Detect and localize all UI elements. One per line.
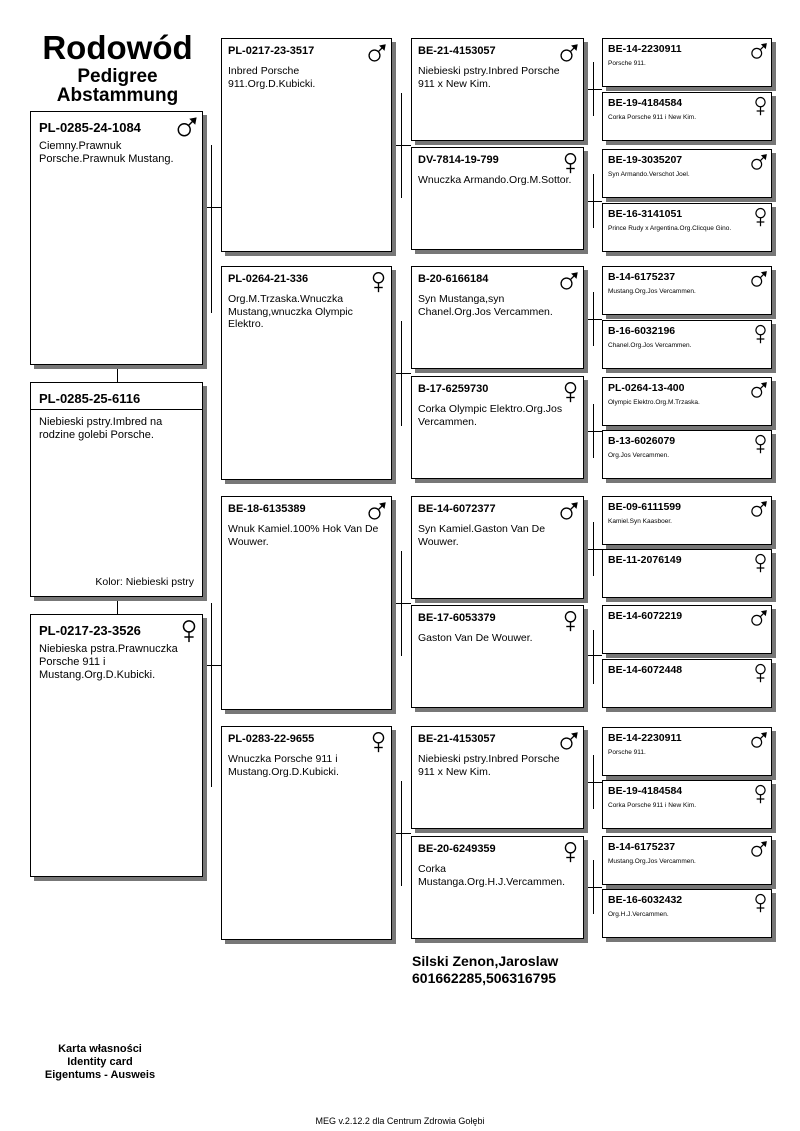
- ring-number: BE-14-6072448: [608, 664, 683, 676]
- male-symbol-icon: [559, 501, 579, 521]
- gg-grandparent-card[interactable]: [602, 203, 772, 252]
- ring-number: BE-17-6053379: [418, 612, 496, 624]
- pigeon-description: Wnuk Kamiel.100% Hok Van De Wouwer.: [228, 523, 379, 548]
- grandparent-card[interactable]: [221, 38, 392, 252]
- ring-number: PL-0217-23-3517: [228, 45, 315, 57]
- pedigree-subtitle-de: Abstammung: [56, 85, 179, 106]
- female-symbol-icon: [562, 152, 579, 174]
- identity-card-pl: Karta własności: [58, 1043, 142, 1055]
- pigeon-description: Chanel.Org.Jos Vercammen.: [608, 342, 692, 349]
- great-grandparent-card[interactable]: [411, 605, 584, 708]
- male-symbol-icon: [750, 42, 768, 60]
- grandparent-card[interactable]: [221, 726, 392, 940]
- grandparent-card[interactable]: [221, 266, 392, 480]
- female-symbol-icon: [753, 663, 768, 683]
- identity-card-en: Identity card: [67, 1056, 133, 1068]
- pigeon-description: Prince Rudy x Argentina.Org.Clicque Gino.: [608, 225, 732, 232]
- connector-line: [593, 630, 594, 684]
- female-symbol-icon: [753, 96, 768, 116]
- male-symbol-icon: [176, 116, 198, 138]
- pigeon-description: Corka Porsche 911 i New Kim.: [608, 114, 697, 121]
- ring-number: BE-19-4184584: [608, 97, 683, 109]
- owner-name: Silski Zenon,Jaroslaw: [412, 953, 559, 969]
- connector-line: [593, 62, 594, 116]
- pigeon-description: Kamiel.Syn Kaasboer.: [608, 518, 672, 525]
- pigeon-description: Org.H.J.Vercammen.: [608, 911, 669, 918]
- ring-number: B-14-6175237: [608, 841, 676, 853]
- father-card[interactable]: [30, 111, 203, 365]
- female-symbol-icon: [562, 841, 579, 863]
- ring-number: PL-0264-21-336: [228, 273, 309, 285]
- pigeon-card[interactable]: [30, 382, 203, 597]
- pigeon-description: Corka Mustanga.Org.H.J.Vercammen.: [418, 863, 566, 888]
- male-symbol-icon: [559, 43, 579, 63]
- gg-grandparent-card[interactable]: [602, 92, 772, 141]
- female-symbol-icon: [562, 610, 579, 632]
- female-symbol-icon: [753, 434, 768, 454]
- connector-line: [401, 321, 402, 426]
- ring-number: BE-19-4184584: [608, 785, 683, 797]
- gg-grandparent-card[interactable]: [602, 836, 772, 885]
- male-symbol-icon: [750, 840, 768, 858]
- ring-number: BE-11-2076149: [608, 554, 682, 566]
- gg-grandparent-card[interactable]: [602, 266, 772, 315]
- great-grandparent-card[interactable]: [411, 38, 584, 141]
- pigeon-description: Gaston Van De Wouwer.: [418, 632, 533, 644]
- ring-number: B-20-6166184: [418, 273, 489, 285]
- male-symbol-icon: [750, 381, 768, 399]
- great-grandparent-card[interactable]: [411, 496, 584, 599]
- ring-number: BE-21-4153057: [418, 45, 496, 57]
- ring-number: BE-09-6111599: [608, 501, 681, 513]
- male-symbol-icon: [559, 731, 579, 751]
- pigeon-description: Syn Armando.Verschot Joel.: [608, 171, 690, 178]
- great-grandparent-card[interactable]: [411, 147, 584, 250]
- connector-line: [211, 603, 212, 787]
- pigeon-description: Olympic Elektro.Org.M.Trzaska.: [608, 399, 700, 406]
- ring-number: BE-21-4153057: [418, 733, 496, 745]
- great-grandparent-card[interactable]: [411, 836, 584, 939]
- pigeon-description: Corka Porsche 911 i New Kim.: [608, 802, 697, 809]
- female-symbol-icon: [753, 784, 768, 804]
- ring-number: BE-16-3141051: [608, 208, 683, 220]
- gg-grandparent-card[interactable]: [602, 38, 772, 87]
- pigeon-description: Syn Mustanga,syn Chanel.Org.Jos Vercammen.: [418, 293, 553, 318]
- connector-line: [117, 365, 118, 382]
- ring-number: BE-14-6072377: [418, 503, 496, 515]
- gg-grandparent-card[interactable]: [602, 149, 772, 198]
- pigeon-description: Niebieski pstry.Inbred Porsche 911 x New Kim.: [418, 753, 560, 778]
- pedigree-title: Rodowód: [42, 29, 193, 66]
- ring-number: DV-7814-19-799: [418, 154, 499, 166]
- ring-number: B-14-6175237: [608, 271, 676, 283]
- male-symbol-icon: [367, 501, 387, 521]
- ring-number: BE-14-2230911: [608, 732, 682, 744]
- connector-line: [593, 404, 594, 458]
- ring-number: BE-14-2230911: [608, 43, 682, 55]
- ring-number: BE-16-6032432: [608, 894, 683, 906]
- ring-number: BE-20-6249359: [418, 843, 496, 855]
- connector-line: [593, 292, 594, 346]
- male-symbol-icon: [750, 270, 768, 288]
- female-symbol-icon: [753, 207, 768, 227]
- pigeon-description: Wnuczka Porsche 911 i Mustang.Org.D.Kubicki.: [228, 753, 339, 778]
- female-symbol-icon: [370, 271, 387, 293]
- ring-number: PL-0285-25-6116: [39, 391, 141, 406]
- connector-line: [203, 207, 221, 208]
- gg-grandparent-card[interactable]: [602, 727, 772, 776]
- pigeon-description: Org.M.Trzaska.Wnuczka Mustang,wnuczka Olympic Elektro.: [228, 293, 353, 331]
- ring-number: PL-0217-23-3526: [39, 623, 141, 638]
- divider: [31, 409, 202, 410]
- gg-grandparent-card[interactable]: [602, 889, 772, 938]
- connector-line: [211, 145, 212, 313]
- great-grandparent-card[interactable]: [411, 266, 584, 369]
- pigeon-description: Niebieski pstry.Inbred Porsche 911 x New Kim.: [418, 65, 560, 90]
- ring-number: PL-0285-24-1084: [39, 120, 141, 135]
- ring-number: B-16-6032196: [608, 325, 676, 337]
- gg-grandparent-card[interactable]: [602, 496, 772, 545]
- gg-grandparent-card[interactable]: [602, 377, 772, 426]
- pigeon-description: Ciemny.Prawnuk Porsche.Prawnuk Mustang.: [39, 140, 174, 166]
- grandparent-card[interactable]: [221, 496, 392, 710]
- male-symbol-icon: [750, 500, 768, 518]
- connector-line: [593, 174, 594, 228]
- male-symbol-icon: [750, 731, 768, 749]
- pigeon-description: Corka Olympic Elektro.Org.Jos Vercammen.: [418, 403, 563, 428]
- ring-number: BE-19-3035207: [608, 154, 683, 166]
- connector-line: [593, 755, 594, 809]
- pigeon-description: Porsche 911.: [608, 60, 646, 67]
- male-symbol-icon: [750, 609, 768, 627]
- connector-line: [117, 597, 118, 614]
- gg-grandparent-card[interactable]: [602, 430, 772, 479]
- ring-number: BE-18-6135389: [228, 503, 306, 515]
- ring-number: PL-0264-13-400: [608, 382, 685, 394]
- pigeon-description: Niebieski pstry.Imbred na rodzine golebi Porsche.: [39, 416, 163, 442]
- connector-line: [593, 860, 594, 914]
- connector-line: [401, 551, 402, 656]
- ring-number: BE-14-6072219: [608, 610, 683, 622]
- pigeon-description: Inbred Porsche 911.Org.D.Kubicki.: [228, 65, 316, 90]
- female-symbol-icon: [753, 893, 768, 913]
- female-symbol-icon: [562, 381, 579, 403]
- identity-card-label: [30, 1043, 170, 1082]
- gg-grandparent-card[interactable]: [602, 549, 772, 598]
- male-symbol-icon: [367, 43, 387, 63]
- ring-number: B-17-6259730: [418, 383, 489, 395]
- pigeon-description: Wnuczka Armando.Org.M.Sottor.: [418, 174, 572, 186]
- gg-grandparent-card[interactable]: [602, 780, 772, 829]
- female-symbol-icon: [753, 324, 768, 344]
- ring-number: B-13-6026079: [608, 435, 676, 447]
- female-symbol-icon: [180, 619, 198, 643]
- connector-line: [203, 665, 221, 666]
- pigeon-description: Niebieska pstra.Prawnuczka Porsche 911 i Mustang.Org.D.Kubicki.: [39, 643, 178, 682]
- ring-number: PL-0283-22-9655: [228, 733, 315, 745]
- female-symbol-icon: [753, 553, 768, 573]
- great-grandparent-card[interactable]: [411, 726, 584, 829]
- owner-phones: 601662285,506316795: [412, 970, 557, 986]
- male-symbol-icon: [559, 271, 579, 291]
- pedigree-subtitle-en: Pedigree: [77, 66, 158, 87]
- pigeon-description: Mustang.Org.Jos Vercammen.: [608, 288, 696, 295]
- gg-grandparent-card[interactable]: [602, 659, 772, 708]
- connector-line: [401, 93, 402, 198]
- color-label: Kolor: Niebieski pstry: [95, 576, 194, 588]
- connector-line: [593, 522, 594, 576]
- female-symbol-icon: [370, 731, 387, 753]
- gg-grandparent-card[interactable]: [602, 605, 772, 654]
- connector-line: [401, 781, 402, 886]
- pigeon-description: Mustang.Org.Jos Vercammen.: [608, 858, 696, 865]
- male-symbol-icon: [750, 153, 768, 171]
- pigeon-description: Org.Jos Vercammen.: [608, 452, 670, 459]
- mother-card[interactable]: [30, 614, 203, 877]
- owner-info: [412, 953, 558, 987]
- gg-grandparent-card[interactable]: [602, 320, 772, 369]
- great-grandparent-card[interactable]: [411, 376, 584, 479]
- identity-card-de: Eigentums - Ausweis: [44, 1069, 156, 1081]
- pigeon-description: Syn Kamiel.Gaston Van De Wouwer.: [418, 523, 546, 548]
- pigeon-description: Porsche 911.: [608, 749, 646, 756]
- footer-text: MEG v.2.12.2 dla Centrum Zdrowia Gołębi: [315, 1116, 485, 1126]
